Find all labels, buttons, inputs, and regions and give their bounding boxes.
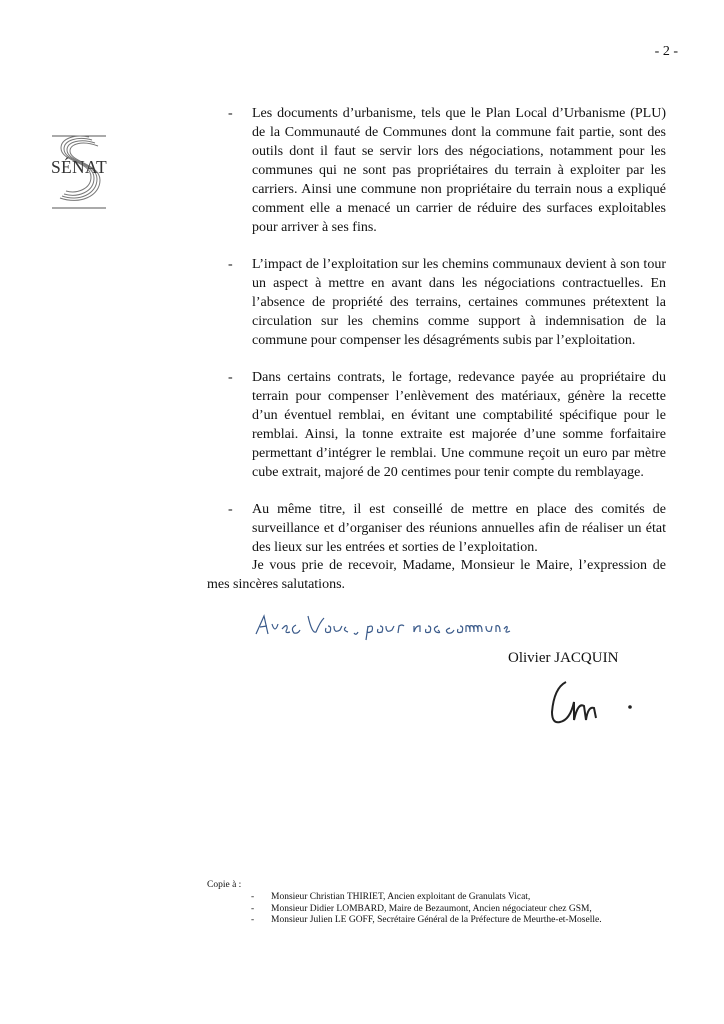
- bullet-dash: -: [228, 257, 233, 272]
- copies-item: [207, 904, 602, 916]
- bullet-dash: -: [228, 502, 233, 517]
- copies-dash: -: [251, 892, 255, 902]
- handwritten-note: [254, 612, 514, 647]
- copies-item: [207, 892, 602, 904]
- copies-dash: -: [251, 903, 255, 914]
- copies-list: [207, 892, 602, 927]
- signer-name: Olivier JACQUIN: [508, 650, 619, 666]
- bullet-text: Les documents d’urbanisme, tels que le Plan Local d’Urbanisme (PLU) de la Communauté de Communes dont la commune fait partie, sont des outils dont il faut se servir lors des négociations, notamment pour les communes qui ne sont pas propriétaires du terrain à exploiter par les carriers. Ainsi une commune non propriétaire du terrain nous a expliqué comment elle a menacé un carrier de réduire des surfaces exploitables pour arriver à ses fins.: [252, 106, 666, 235]
- bullet-item: [228, 500, 666, 557]
- bullet-item: [228, 255, 666, 350]
- bullet-text: L’impact de l’exploitation sur les chemins communaux devient à son tour un aspect à mettre en avant dans les négociations contractuelles. En l’absence de propriété des terrains, certaines communes prétextent la circulation sur les chemins comme support à indemnisation de la commune pour compenser les désagréments subis par l’exploitation.: [252, 257, 666, 348]
- copies-recipient: Monsieur Didier LOMBARD, Maire de Bezaumont, Ancien négociateur chez GSM,: [271, 903, 592, 914]
- copies-recipient: Monsieur Julien LE GOFF, Secrétaire Général de la Préfecture de Meurthe-et-Moselle.: [271, 915, 602, 925]
- signature: [548, 676, 648, 741]
- bullet-text: Au même titre, il est conseillé de mettre en place des comités de surveillance et d’organiser des réunions annuelles afin de réaliser un état des lieux sur les entrées et sorties de l’exploitation.: [252, 502, 666, 555]
- bullet-dash: -: [228, 370, 233, 385]
- copies-recipient: Monsieur Christian THIRIET, Ancien exploitant de Granulats Vicat,: [271, 892, 531, 902]
- bullet-dash: -: [228, 106, 233, 121]
- bullet-item: [228, 368, 666, 482]
- copies-section: [207, 880, 602, 927]
- bullet-item: [228, 104, 666, 237]
- page-number: - 2 -: [654, 44, 678, 59]
- bullet-list: [228, 104, 666, 575]
- copies-label: Copie à :: [207, 880, 242, 890]
- senat-logo: [44, 132, 114, 212]
- closing-paragraph: Je vous prie de recevoir, Madame, Monsieur le Maire, l’expression de mes sincères salutations.: [207, 558, 666, 592]
- copies-item: [207, 915, 602, 927]
- logo-text: SÉNAT: [51, 157, 107, 177]
- bullet-text: Dans certains contrats, le fortage, redevance payée au propriétaire du terrain pour compenser l’enlèvement des matériaux, génère la recette d’un éventuel remblai, en évitant une comptabilité spécifique pour le remblai. Ainsi, la tonne extraite est majorée d’une somme forfaitaire permettant d’intégrer le remblai. Une commune reçoit un euro par mètre cube extrait, majoré de 20 centimes pour tenir compte du remblayage.: [252, 370, 666, 480]
- copies-dash: -: [251, 915, 255, 925]
